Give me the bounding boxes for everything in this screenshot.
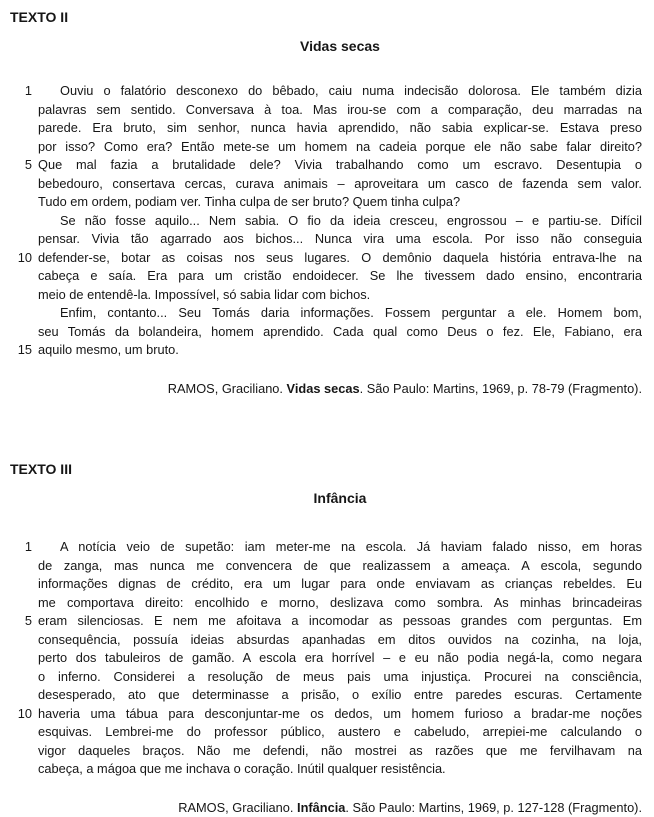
texto-2-title: Vidas secas <box>38 37 642 56</box>
line-text: Tudo em ordem, podiam ver. Tinha culpa de ser bruto? Quem tinha culpa? <box>38 193 642 212</box>
line-number <box>10 723 32 742</box>
passage-line <box>10 286 642 305</box>
line-text: Enfim, contanto... Seu Tomás daria informações. Fossem perguntar a ele. Homem bom, <box>38 304 642 323</box>
line-number <box>10 267 32 286</box>
citation-detail: . São Paulo: Martins, 1969, p. 127-128 (Fragmento). <box>345 800 642 815</box>
passage-line <box>10 323 642 342</box>
passage-line <box>10 649 642 668</box>
line-number: 1 <box>10 82 32 101</box>
passage-line <box>10 119 642 138</box>
line-number <box>10 119 32 138</box>
line-number <box>10 193 32 212</box>
passage-line <box>10 668 642 687</box>
line-number <box>10 649 32 668</box>
line-number <box>10 230 32 249</box>
line-number: 10 <box>10 705 32 724</box>
line-text: esquivas. Lembrei-me do professor público, austero e cabeludo, arrepiei-me calculando o <box>38 723 642 742</box>
line-number <box>10 101 32 120</box>
line-number <box>10 686 32 705</box>
line-text: A notícia veio de supetão: iam meter-me na escola. Já haviam falado nisso, em horas <box>38 538 642 557</box>
line-text: defender-se, botar as coisas nos seus lugares. O demônio daquela história entrava-lhe na <box>38 249 642 268</box>
line-text: Que mal fazia a brutalidade dele? Vivia trabalhando como um escravo. Desentupia o <box>38 156 642 175</box>
line-text: cabeça, a mágoa que me inchava o coração. Inútil qualquer resistência. <box>38 760 642 779</box>
line-number: 1 <box>10 538 32 557</box>
texto-3-section <box>10 460 642 817</box>
passage-line <box>10 760 642 779</box>
line-text: seu Tomás da bolandeira, homem aprendido. Cada qual como Deus o fez. Ele, Fabiano, era <box>38 323 642 342</box>
line-text: consequência, possuía ideias absurdas apanhadas em ditos ouvidos na cozinha, na loja, <box>38 631 642 650</box>
line-number: 15 <box>10 341 32 360</box>
line-text: desesperado, ato que determinasse a prisão, o exílio entre paredes escuras. Certamente <box>38 686 642 705</box>
line-text: haveria uma tábua para desconjuntar-me os dedos, um homem furioso a bradar-me noções <box>38 705 642 724</box>
texto-3-title: Infância <box>38 489 642 508</box>
line-number <box>10 175 32 194</box>
line-number <box>10 323 32 342</box>
passage-line <box>10 230 642 249</box>
line-number <box>10 742 32 761</box>
line-number: 10 <box>10 249 32 268</box>
passage-line <box>10 249 642 268</box>
passage-line <box>10 612 642 631</box>
line-text: palavras sem sentido. Conversava à toa. Mas irou-se com a comparação, deu marradas na <box>38 101 642 120</box>
line-text: bebedouro, consertava cercas, curava animais – aproveitara um casco de fazenda sem valor. <box>38 175 642 194</box>
line-text: o inferno. Considerei a resolução de meus pais uma injustiça. Procurei na consciência, <box>38 668 642 687</box>
line-number <box>10 286 32 305</box>
passage-line <box>10 594 642 613</box>
passage-line <box>10 723 642 742</box>
line-text: Se não fosse aquilo... Nem sabia. O fio da ideia cresceu, engrossou – e partiu-se. Difícil <box>38 212 642 231</box>
passage-line <box>10 212 642 231</box>
passage-line <box>10 538 642 557</box>
line-text: cabeça e saía. Era para um cristão endoidecer. Se lhe tivessem dado ensino, encontraria <box>38 267 642 286</box>
passage-line <box>10 138 642 157</box>
line-text: de zanga, mas nunca me convencera de que realizassem a ameaça. A escola, segundo <box>38 557 642 576</box>
line-text: por isso? Como era? Então mete-se um homem na cadeia porque ele não sabe falar direito? <box>38 138 642 157</box>
line-number <box>10 212 32 231</box>
line-text: me comportava direito: encolhido e morno, deslizava como sombra. As minhas brincadeiras <box>38 594 642 613</box>
line-number: 5 <box>10 156 32 175</box>
passage-line <box>10 575 642 594</box>
line-text: perto dos tabuleiros de gamão. A escola era horrível – e eu não podia negá-la, como negara <box>38 649 642 668</box>
passage-line <box>10 742 642 761</box>
passage-line <box>10 304 642 323</box>
passage-line <box>10 705 642 724</box>
line-text: eram silenciosas. E nem me afoitava a incomodar as pessoas grandes com perguntas. Em <box>38 612 642 631</box>
line-number <box>10 668 32 687</box>
passage-line <box>10 631 642 650</box>
line-text: Ouviu o falatório desconexo do bêbado, caiu numa indecisão dolorosa. Ele também dizia <box>38 82 642 101</box>
passage-line <box>10 267 642 286</box>
texto-2-passage <box>10 82 642 360</box>
line-number <box>10 138 32 157</box>
passage-line <box>10 101 642 120</box>
passage-line <box>10 686 642 705</box>
line-text: pensar. Vivia tão agarrado aos bichos... Nunca vira uma escola. Por isso não conseguia <box>38 230 642 249</box>
citation-author: RAMOS, Graciliano. <box>178 800 297 815</box>
texto-2-section <box>10 8 642 398</box>
line-text: vigor daqueles braços. Não me defendi, não mostrei as razões que me fervilhavam na <box>38 742 642 761</box>
line-number <box>10 760 32 779</box>
line-number <box>10 631 32 650</box>
texto-2-label: TEXTO II <box>10 8 642 27</box>
line-text: aquilo mesmo, um bruto. <box>38 341 642 360</box>
passage-line <box>10 156 642 175</box>
texto-2-citation <box>10 380 642 399</box>
citation-work-title: Infância <box>297 800 345 815</box>
citation-detail: . São Paulo: Martins, 1969, p. 78-79 (Fragmento). <box>360 381 642 396</box>
line-text: meio de entendê-la. Impossível, só sabia lidar com bichos. <box>38 286 642 305</box>
line-number <box>10 304 32 323</box>
line-number <box>10 594 32 613</box>
texto-3-label: TEXTO III <box>10 460 642 479</box>
line-number <box>10 557 32 576</box>
passage-line <box>10 341 642 360</box>
line-number: 5 <box>10 612 32 631</box>
passage-line <box>10 193 642 212</box>
line-text: informações dignas de crédito, era um lugar para onde enviavam as crianças rebeldes. Eu <box>38 575 642 594</box>
passage-line <box>10 82 642 101</box>
line-text: parede. Era bruto, sim senhor, nunca havia aprendido, não sabia explicar-se. Estava preso <box>38 119 642 138</box>
line-number <box>10 575 32 594</box>
citation-work-title: Vidas secas <box>287 381 360 396</box>
passage-line <box>10 557 642 576</box>
citation-author: RAMOS, Graciliano. <box>168 381 287 396</box>
texto-3-citation <box>10 799 642 817</box>
texto-3-passage <box>10 538 642 779</box>
passage-line <box>10 175 642 194</box>
